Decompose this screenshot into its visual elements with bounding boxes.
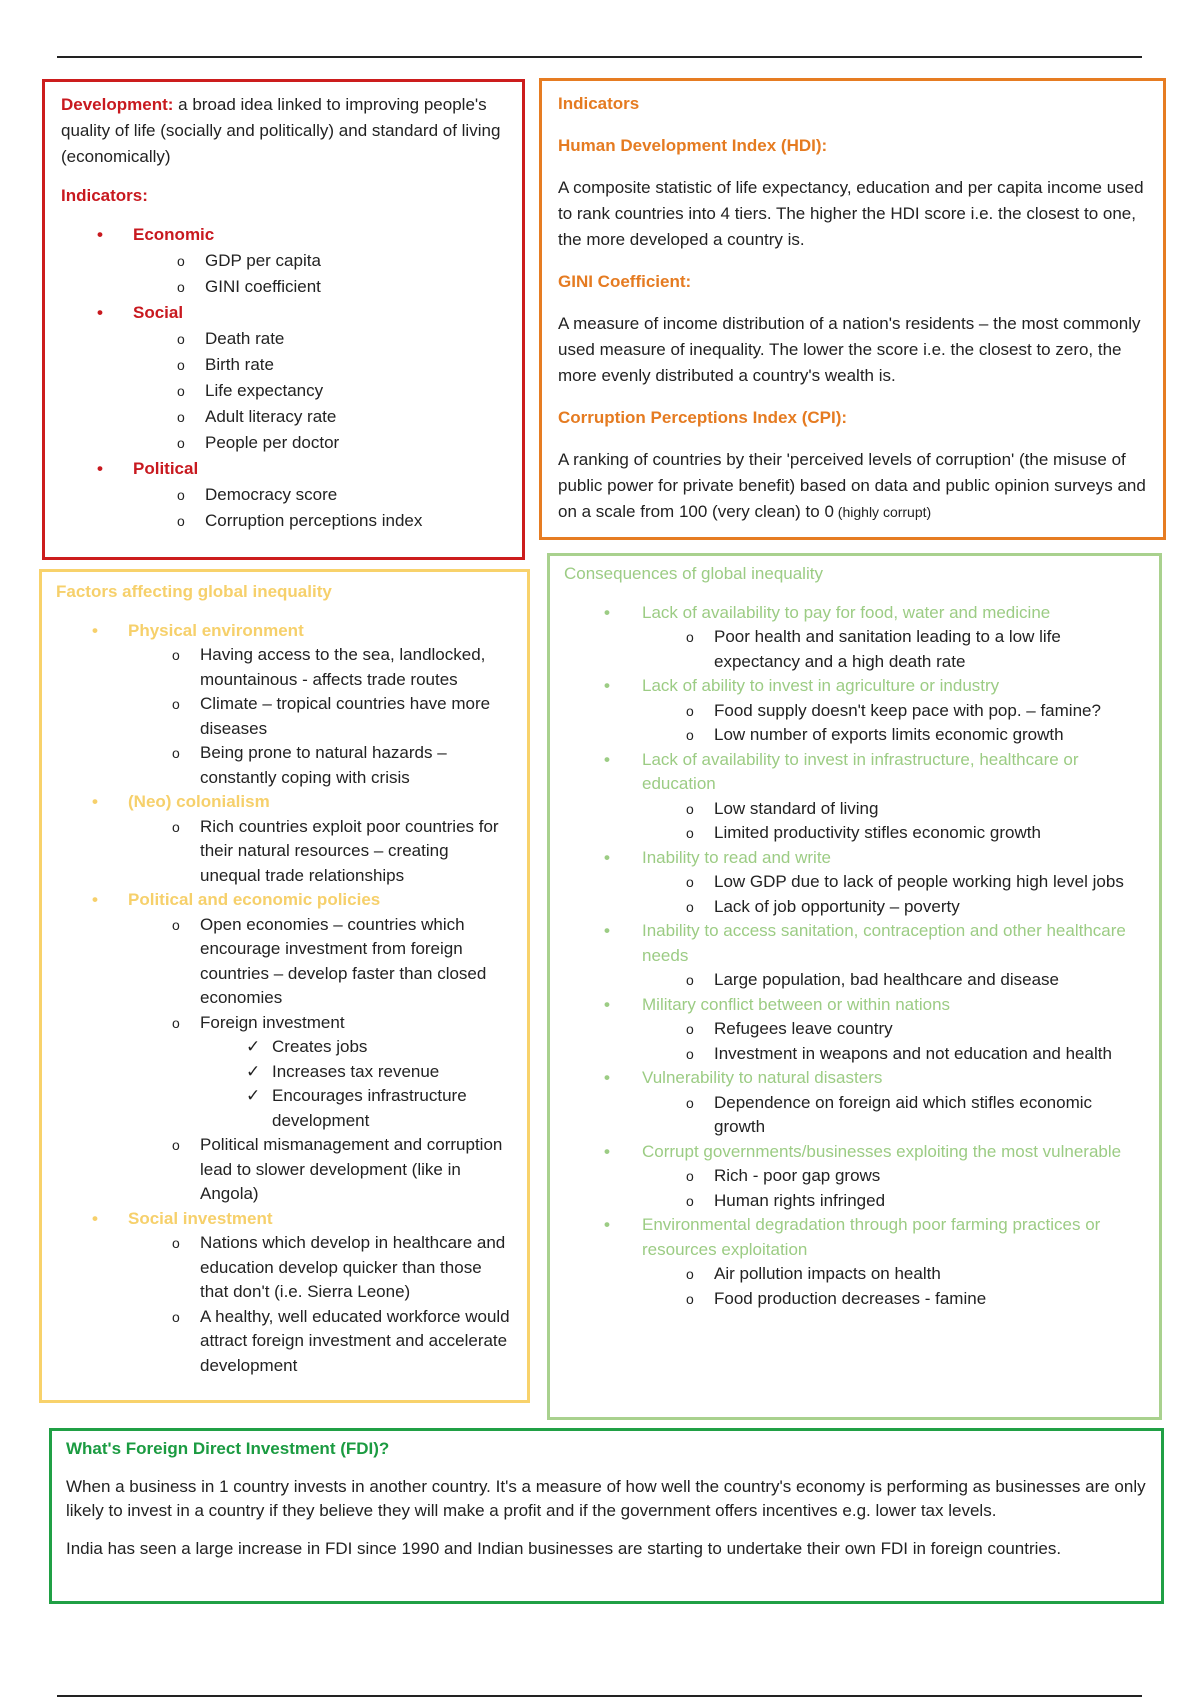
list-item: • (Neo) colonialism xyxy=(56,790,513,815)
list-item: • Political xyxy=(61,456,506,482)
cpi-text-main: A ranking of countries by their 'perceived levels of corruption' (the misuse of public power for private benefit) based on data and public opinion surveys and on a scale from 100 (very clean) to 0 xyxy=(558,450,1146,521)
list-item: o Low number of exports limits economic growth xyxy=(564,723,1145,748)
hdi-heading: Human Development Index (HDI): xyxy=(558,136,828,155)
list-item: • Social investment xyxy=(56,1207,513,1232)
list-item: o Lack of job opportunity – poverty xyxy=(564,895,1145,920)
list-item: o People per doctor xyxy=(61,430,506,456)
bottom-rule xyxy=(57,1695,1142,1697)
list-item: o Low GDP due to lack of people working high level jobs xyxy=(564,870,1145,895)
factors-list xyxy=(56,619,513,1379)
list-item: o Refugees leave country xyxy=(564,1017,1145,1042)
list-item: o Nations which develop in healthcare and education develop quicker than those that don't (i.e. Sierra Leone) xyxy=(56,1231,513,1305)
list-item: o Poor health and sanitation leading to a low life expectancy and a high death rate xyxy=(564,625,1145,674)
top-rule xyxy=(57,56,1142,58)
list-item: o Democracy score xyxy=(61,482,506,508)
list-item: o GINI coefficient xyxy=(61,274,506,300)
list-item: o Rich countries exploit poor countries for their natural resources – creating unequal trade relationships xyxy=(56,815,513,889)
list-item: o Dependence on foreign aid which stifles economic growth xyxy=(564,1091,1145,1140)
development-term: Development: xyxy=(61,95,174,114)
consequences-list xyxy=(564,601,1145,1312)
gini-text: A measure of income distribution of a nation's residents – the most commonly used measure of inequality. The lower the score i.e. the closest to zero, the more evenly distributed a country's wealth is. xyxy=(558,314,1141,385)
list-item: o A healthy, well educated workforce would attract foreign investment and accelerate development xyxy=(56,1305,513,1379)
list-item: o Death rate xyxy=(61,326,506,352)
cpi-heading: Corruption Perceptions Index (CPI): xyxy=(558,408,848,427)
list-item: o Foreign investment xyxy=(56,1011,513,1036)
list-item: o Air pollution impacts on health xyxy=(564,1262,1145,1287)
list-item: • Corrupt governments/businesses exploiting the most vulnerable xyxy=(564,1140,1145,1165)
list-item: • Lack of availability to pay for food, water and medicine xyxy=(564,601,1145,626)
fdi-box xyxy=(49,1428,1164,1604)
list-item: o Corruption perceptions index xyxy=(61,508,506,534)
list-item: o Human rights infringed xyxy=(564,1189,1145,1214)
fdi-paragraph-1: When a business in 1 country invests in another country. It's a measure of how well the country's economy is performing as businesses are only likely to invest in a country if they believe they will make a profit and if the government offers incentives e.g. lower tax levels. xyxy=(66,1477,1146,1520)
list-item: o Investment in weapons and not education and health xyxy=(564,1042,1145,1067)
cpi-text xyxy=(558,447,1147,525)
consequences-box xyxy=(547,553,1162,1420)
list-item: o Large population, bad healthcare and disease xyxy=(564,968,1145,993)
list-item: • Lack of ability to invest in agriculture or industry xyxy=(564,674,1145,699)
list-item: ✓ Encourages infrastructure development xyxy=(56,1084,513,1133)
list-item: o Rich - poor gap grows xyxy=(564,1164,1145,1189)
fdi-paragraph-2: India has seen a large increase in FDI since 1990 and Indian businesses are starting to undertake their own FDI in foreign countries. xyxy=(66,1539,1062,1558)
list-item: o Food supply doesn't keep pace with pop. – famine? xyxy=(564,699,1145,724)
consequences-heading: Consequences of global inequality xyxy=(564,564,823,583)
list-item: • Physical environment xyxy=(56,619,513,644)
list-item: o GDP per capita xyxy=(61,248,506,274)
list-item: • Economic xyxy=(61,222,506,248)
list-item: o Limited productivity stifles economic growth xyxy=(564,821,1145,846)
factors-heading: Factors affecting global inequality xyxy=(56,582,332,601)
list-item: o Life expectancy xyxy=(61,378,506,404)
list-item: ✓ Increases tax revenue xyxy=(56,1060,513,1085)
indicators-box-heading: Indicators xyxy=(558,94,640,113)
list-item: • Political and economic policies xyxy=(56,888,513,913)
list-item: o Food production decreases - famine xyxy=(564,1287,1145,1312)
indicators-box xyxy=(539,78,1166,540)
list-item: • Inability to access sanitation, contraception and other healthcare needs xyxy=(564,919,1145,968)
fdi-heading: What's Foreign Direct Investment (FDI)? xyxy=(66,1439,390,1458)
indicators-heading: Indicators: xyxy=(61,186,148,205)
list-item: • Social xyxy=(61,300,506,326)
list-item: ✓ Creates jobs xyxy=(56,1035,513,1060)
list-item: • Inability to read and write xyxy=(564,846,1145,871)
list-item: • Lack of availability to invest in infrastructure, healthcare or education xyxy=(564,748,1145,797)
list-item: • Environmental degradation through poor farming practices or resources exploitation xyxy=(564,1213,1145,1262)
hdi-text: A composite statistic of life expectancy, education and per capita income used to rank countries into 4 tiers. The higher the HDI score i.e. the closest to one, the more developed a country is. xyxy=(558,178,1144,249)
indicators-list xyxy=(61,222,506,534)
gini-heading: GINI Coefficient: xyxy=(558,272,692,291)
factors-box xyxy=(39,569,530,1403)
list-item: o Open economies – countries which encourage investment from foreign countries – develop faster than closed economies xyxy=(56,913,513,1011)
list-item: • Military conflict between or within nations xyxy=(564,993,1145,1018)
list-item: o Having access to the sea, landlocked, mountainous - affects trade routes xyxy=(56,643,513,692)
development-definition-text: a broad idea linked to improving people's quality of life (socially and politically) and standard of living (economically) xyxy=(61,95,501,166)
development-definition xyxy=(61,92,506,170)
list-item: o Adult literacy rate xyxy=(61,404,506,430)
list-item: o Low standard of living xyxy=(564,797,1145,822)
list-item: o Climate – tropical countries have more diseases xyxy=(56,692,513,741)
list-item: o Birth rate xyxy=(61,352,506,378)
list-item: o Being prone to natural hazards – constantly coping with crisis xyxy=(56,741,513,790)
list-item: • Vulnerability to natural disasters xyxy=(564,1066,1145,1091)
cpi-text-small: (highly corrupt) xyxy=(833,504,932,520)
development-box xyxy=(42,79,525,560)
list-item: o Political mismanagement and corruption lead to slower development (like in Angola) xyxy=(56,1133,513,1207)
